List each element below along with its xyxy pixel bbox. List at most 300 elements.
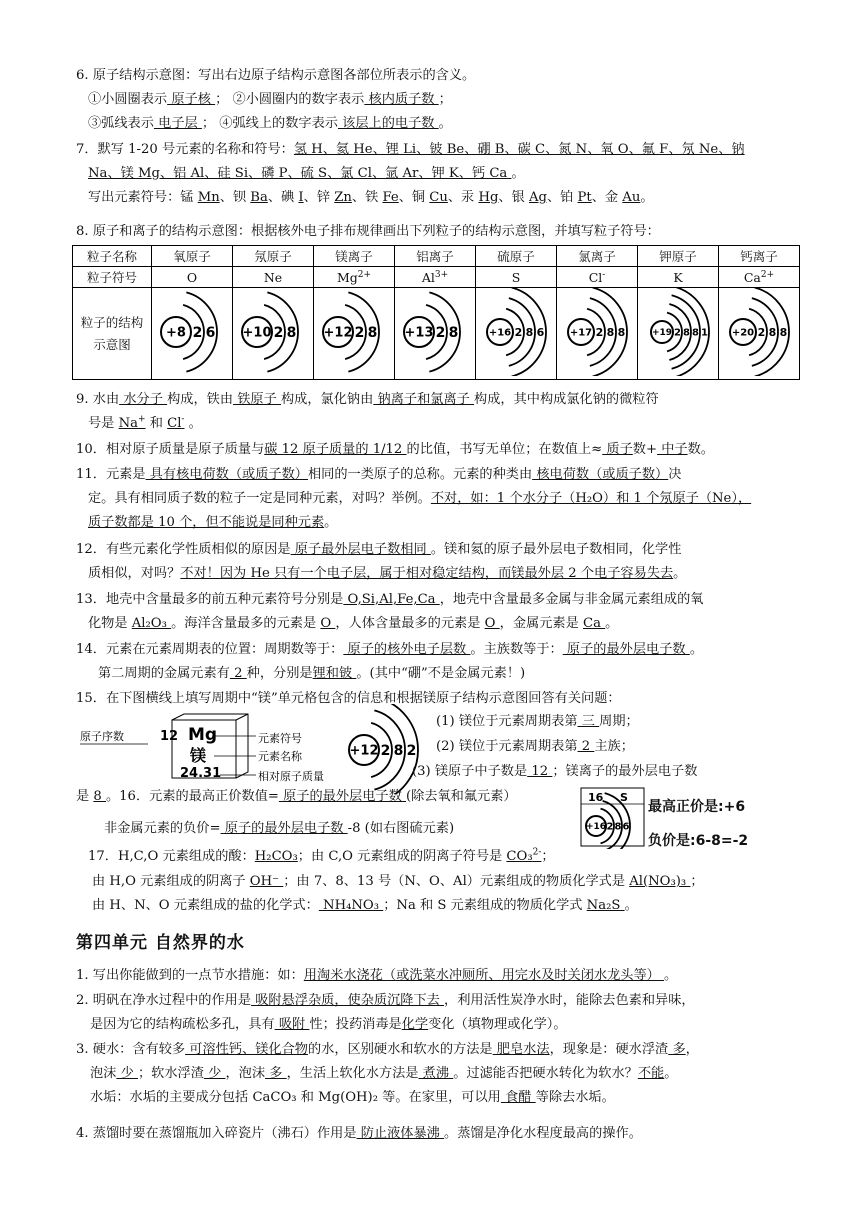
answer: 钠离子和氯离子 <box>373 392 475 407</box>
q6-label-c: ③弧线表示 <box>88 116 154 131</box>
answer: 多 <box>668 1042 686 1057</box>
label-atomic-number: 原子序数 <box>80 730 124 743</box>
answer: 用淘米水浇花（或洗菜水冲厕所、用完水及时关闭水龙头等） <box>303 968 665 983</box>
symbol: Na <box>118 416 138 431</box>
sulfur-max-valence: 最高正价是:+6 <box>648 799 746 815</box>
text: ，金属元素是 <box>499 616 583 631</box>
text: 性；投药消毒是 <box>309 1017 402 1032</box>
shell-electron-count: 2 <box>380 742 391 759</box>
atom-diagram-cell <box>476 288 557 380</box>
atom-diagram <box>152 288 232 376</box>
formula: CO₃ <box>506 849 533 864</box>
charge: 2- <box>532 847 542 858</box>
shell-electron-count: 8 <box>617 325 626 339</box>
text: 等除去水垢。 <box>535 1090 615 1105</box>
text: 。主族数等于： <box>470 642 563 657</box>
shell-electron-count: 8 <box>286 324 297 341</box>
shell-electron-count: 2 <box>606 821 614 833</box>
label-name: 元素名称 <box>258 750 302 763</box>
text: 。镁和氦的原子最外层电子数相同，化学性 <box>430 542 682 557</box>
answer: 具有核电荷数（或质子数） <box>145 467 308 482</box>
q17-line1 <box>88 847 800 866</box>
cell-symbol: Mg <box>188 725 218 745</box>
sulfur-number: 16 <box>588 791 604 804</box>
text: 构成，氯化钠由 <box>281 392 374 407</box>
q8-title: 8. 原子和离子的结构示意图：根据核外电子排布规律画出下列粒子的结构示意图，并填写粒子符号： <box>76 224 660 239</box>
particle-symbol <box>719 267 800 288</box>
text: 。 <box>673 566 687 581</box>
text: ；由 7、8、13 号（N、O、Al）元素组成的物质化学式是 <box>283 874 630 889</box>
text: ，现象是：硬水浮渣 <box>549 1042 669 1057</box>
text: 。 <box>640 190 654 205</box>
shell-electron-count: 1 <box>701 327 708 339</box>
q6-line3 <box>88 114 800 133</box>
particle-symbol <box>395 267 476 288</box>
text: 。 <box>624 898 638 913</box>
text: 由 H,O 元素组成的阴离子 <box>92 874 250 889</box>
text: ； <box>541 849 555 864</box>
sulfur-box <box>580 787 650 849</box>
text: 。 <box>664 968 678 983</box>
nucleus-charge: +16 <box>585 822 607 833</box>
answer: Ba <box>250 190 268 205</box>
q15-title: 15．在下图横线上填写周期中“镁”单元格包含的信息和根据镁原子结构示意图回答有关问题： <box>76 691 621 706</box>
text: 种，分别是 <box>246 666 313 681</box>
shell-electron-count: 8 <box>768 325 777 339</box>
charge: - <box>602 269 606 280</box>
nucleus-charge: +16 <box>488 327 512 339</box>
text: 。蒸馏是净化水程度最高的操作。 <box>444 1126 642 1141</box>
text: 。 <box>664 1066 678 1081</box>
particle-diagram-row <box>73 288 800 380</box>
text: 11．元素是 <box>76 467 146 482</box>
sulfur-symbol: S <box>620 791 628 804</box>
text: 定。具有相同质子数的粒子一定是同种元素，对吗？举例。 <box>88 491 431 506</box>
answer: O,Si,Al,Fe,Ca <box>343 592 440 607</box>
answer: 原子最外层电子数相同 <box>290 542 431 557</box>
q6-label-a: ①小圆圈表示 <box>88 92 168 107</box>
answer: 核电荷数（或质子数） <box>532 467 669 482</box>
text: 、铂 <box>546 190 578 205</box>
answer: 少 <box>116 1066 138 1081</box>
text: 质相似，对吗？ <box>88 566 181 581</box>
symbol: Mg <box>336 269 358 285</box>
u4-item1 <box>76 966 800 985</box>
text: 10．相对原子质量是原子质量与 <box>76 442 265 457</box>
charge: - <box>181 414 185 425</box>
text: 和 <box>145 416 168 431</box>
answer: O <box>320 616 336 631</box>
particle-name: 镁离子 <box>314 246 395 267</box>
text: (1) 镁位于元素周期表第 <box>436 714 578 729</box>
answer: Pt <box>577 190 592 205</box>
row-head-diagram: 粒子的结构示意图 <box>73 288 152 380</box>
answer: 吸附 <box>274 1017 310 1032</box>
text: 、碘 <box>267 190 299 205</box>
q13-line2 <box>88 614 800 633</box>
punct: ； <box>438 92 452 107</box>
q14-line2 <box>98 664 800 683</box>
q6-answer-d: 该层上的电子数 <box>337 116 439 131</box>
text: 1. 写出你能做到的一点节水措施：如： <box>76 968 304 983</box>
answer: 8 <box>93 789 106 804</box>
q6-answer-c: 电子层 <box>153 116 202 131</box>
text: 、银 <box>498 190 529 205</box>
shell-electron-count: 2 <box>514 325 523 339</box>
text: 变化（填物理或化学）。 <box>428 1017 567 1032</box>
text: 数+ <box>632 442 658 457</box>
text: ，泡沫 <box>225 1066 266 1081</box>
answer: 可溶性钙、镁化合物 <box>185 1042 308 1057</box>
text: 9. 水由 <box>76 392 120 407</box>
answer: 不对！因为 He 只有一个电子层，属于相对稳定结构，而镁最外层 2 个电子容易失去 <box>180 566 674 581</box>
text: ，人体含量最多的元素是 <box>335 616 485 631</box>
symbol: O <box>186 269 198 285</box>
q7-line1 <box>76 140 800 159</box>
cell-edge <box>236 714 248 720</box>
text: 12．有些元素化学性质相似的原因是 <box>76 542 291 557</box>
answer: Na₂S <box>586 898 625 913</box>
answer: 2 <box>577 739 595 754</box>
text: 14．元素在元素周期表的位置：周期数等于： <box>76 642 344 657</box>
q14-line1 <box>76 640 800 659</box>
text: 数。 <box>687 442 714 457</box>
text: 是 <box>76 789 94 804</box>
text: 决 <box>668 467 682 482</box>
atom-diagram <box>476 288 556 376</box>
answer: 不能 <box>637 1066 665 1081</box>
answer: Mn <box>197 190 220 205</box>
text: ；由 C,O 元素组成的阴离子符号是 <box>297 849 507 864</box>
text: 主族； <box>594 739 634 754</box>
answer: Ag <box>528 190 547 205</box>
nucleus-charge: +10 <box>242 325 272 341</box>
sulfur-neg-valence: 负价是:6-8=-2 <box>648 833 749 849</box>
atom-diagram-cell <box>395 288 476 380</box>
answer: 质子 <box>602 442 633 457</box>
particle-symbol <box>233 267 314 288</box>
q10 <box>76 440 800 459</box>
shell-electron-count: 8 <box>683 327 690 339</box>
label-symbol: 元素符号 <box>258 732 302 745</box>
text: 号是 <box>88 416 119 431</box>
atom-diagram <box>557 288 637 376</box>
shell-electron-count: 8 <box>367 324 378 341</box>
answer: H₂CO₃ <box>254 849 298 864</box>
particle-symbol <box>557 267 638 288</box>
answer: 原子的最外层电子数 <box>220 821 348 836</box>
punct: 。 <box>438 116 452 131</box>
particle-name: 氖原子 <box>233 246 314 267</box>
q6-line2 <box>88 90 800 109</box>
answer: 质子数都是 10 个，但不能说是同种元素 <box>88 515 325 530</box>
nucleus-charge: +19 <box>651 328 673 339</box>
cell-mass: 24.31 <box>180 766 222 781</box>
atom-diagram <box>233 288 313 376</box>
particle-name: 硫原子 <box>476 246 557 267</box>
answer: Al(NO₃)₃ <box>629 874 691 889</box>
text: 。过滤能否把硬水转化为软水？ <box>453 1066 638 1081</box>
charge: 2+ <box>357 269 372 280</box>
u4-item3-line3 <box>90 1088 800 1107</box>
shell-electron-count: 6 <box>622 821 630 833</box>
text: 、铜 <box>398 190 430 205</box>
symbol: Cl <box>588 269 603 285</box>
answer: 原子的最外层电子数 <box>562 642 690 657</box>
text: 写出元素符号：锰 <box>88 190 198 205</box>
answer: Fe <box>382 190 399 205</box>
text: 的比值，书写无单位；在数值上≈ <box>406 442 603 457</box>
text: 。 <box>324 515 338 530</box>
text: ； <box>690 874 704 889</box>
q11-line1 <box>76 465 800 484</box>
q6-label-d: ； ④弧线上的数字表示 <box>201 116 338 131</box>
text: (3) 镁原子中子数是 <box>412 764 528 779</box>
text: 、铁 <box>351 190 383 205</box>
unit-title: 第四单元 自然界的水 <box>76 933 245 953</box>
shell-electron-count: 2 <box>674 327 681 339</box>
symbol: K <box>673 269 683 285</box>
answer: 12 <box>527 764 553 779</box>
answer: I <box>298 190 304 205</box>
charge: + <box>137 414 146 425</box>
text: 、锌 <box>303 190 335 205</box>
text: 。(其中“硼”不是金属元素！) <box>356 666 526 681</box>
text: 17．H,C,O 元素组成的酸： <box>88 849 255 864</box>
symbol: Ne <box>263 269 283 285</box>
answer: 煮沸 <box>418 1066 454 1081</box>
shell-electron-count: 2 <box>435 324 446 341</box>
shell-electron-count: 6 <box>536 325 545 339</box>
mg-periodic-cell <box>80 712 380 790</box>
text: 相同的一类原子的总称。元素的种类由 <box>307 467 533 482</box>
text: (除去氧和氟元素） <box>405 789 517 804</box>
answer: 吸附悬浮杂质，使杂质沉降下去 <box>251 993 445 1008</box>
text: 、钡 <box>219 190 251 205</box>
particle-name: 氯离子 <box>557 246 638 267</box>
shell-electron-count: 8 <box>393 742 404 759</box>
nucleus-charge: +12 <box>323 325 353 341</box>
nucleus-charge: +13 <box>404 325 434 341</box>
particle-symbol <box>638 267 719 288</box>
text: 是因为它的结构疏松多孔，具有 <box>90 1017 275 1032</box>
shell-electron-count: 2 <box>406 742 417 759</box>
nucleus-charge: +20 <box>731 327 755 339</box>
shell-electron-count: 2 <box>757 325 766 339</box>
answer: 锂和铍 <box>312 666 357 681</box>
atom-diagram <box>395 288 475 376</box>
answer <box>119 416 146 431</box>
label-mass: 相对原子质量 <box>258 770 324 783</box>
text: 泡沫 <box>90 1066 117 1081</box>
particle-symbol <box>476 267 557 288</box>
answer: 肥皂水法 <box>492 1042 550 1057</box>
particle-name: 钙离子 <box>719 246 800 267</box>
text: ，地壳中含量最多金属与非金属元素组成的氧 <box>439 592 704 607</box>
answer: Ca <box>582 616 606 631</box>
q17-line3 <box>92 896 800 915</box>
text: (2) 镁位于元素周期表第 <box>436 739 578 754</box>
row-head-name: 粒子名称 <box>73 246 152 267</box>
nucleus-charge: +8 <box>166 325 186 341</box>
q6-answer-a: 原子核 <box>167 92 216 107</box>
answer: Cu <box>429 190 448 205</box>
q15-q3 <box>412 762 800 781</box>
answer <box>506 849 541 864</box>
particle-name: 氧原子 <box>152 246 233 267</box>
text: -8 (如右图硫元素) <box>347 821 455 836</box>
row-head-symbol: 粒子符号 <box>73 267 152 288</box>
atom-diagram-cell <box>314 288 395 380</box>
answer: Au <box>622 190 641 205</box>
q7-line3 <box>88 188 800 207</box>
q7-prompt: 7．默写 1-20 号元素的名称和符号： <box>76 142 294 157</box>
text: 的水，区别硬水和软水的方法是 <box>307 1042 493 1057</box>
q9-line1 <box>76 390 800 409</box>
shell-electron-count: 2 <box>273 324 284 341</box>
text: 13．地壳中含量最多的前五种元素符号分别是 <box>76 592 344 607</box>
q7-line2 <box>88 164 800 183</box>
answer: 多 <box>265 1066 287 1081</box>
answer: 三 <box>577 714 600 729</box>
text: ， <box>685 1042 699 1057</box>
shell-electron-count: 6 <box>205 324 216 341</box>
punct: 。 <box>511 166 525 181</box>
atom-diagram <box>314 288 394 376</box>
answer: Al₂O₃ <box>131 616 172 631</box>
answer: 化学 <box>401 1017 429 1032</box>
answer: Zn <box>334 190 352 205</box>
answer: OH⁻ <box>249 874 284 889</box>
text: 4. 蒸馏时要在蒸馏瓶加入碎瓷片（沸石）作用是 <box>76 1126 357 1141</box>
text: 构成，铁由 <box>167 392 234 407</box>
atom-diagram-cell <box>638 288 719 380</box>
answer: NH₄NO₃ <box>318 898 384 913</box>
u4-item2-line2 <box>90 1015 800 1034</box>
text: 3. 硬水：含有较多 <box>76 1042 186 1057</box>
q9-line2 <box>88 414 800 433</box>
text: 周期； <box>599 714 639 729</box>
answer: 少 <box>203 1066 226 1081</box>
symbol: S <box>511 269 521 285</box>
particle-table <box>72 245 800 380</box>
answer: O <box>484 616 500 631</box>
text: 构成，其中构成氯化钠的微粒符 <box>474 392 659 407</box>
answer: 中子 <box>657 442 688 457</box>
q6-label-b: ； ②小圆圈内的数字表示 <box>215 92 365 107</box>
answer: 原子的核外电子层数 <box>343 642 471 657</box>
text: ；镁离子的最外层电子数 <box>552 764 698 779</box>
shell-electron-count: 8 <box>692 327 699 339</box>
q15-q2 <box>436 737 800 756</box>
text: 第二周期的金属元素有 <box>98 666 230 681</box>
q7-answer-2: Na、镁 Mg、铝 Al、硅 Si、磷 P、硫 S、氯 Cl、氩 Ar、钾 K、钙 Ca <box>88 166 512 181</box>
nucleus-charge: +17 <box>569 327 593 339</box>
shell-electron-count: 2 <box>192 324 203 341</box>
u4-item2-line1 <box>76 991 800 1010</box>
q15-q1 <box>436 712 800 731</box>
particle-symbol <box>314 267 395 288</box>
shell-electron-count: 8 <box>606 325 615 339</box>
atom-diagram-cell <box>152 288 233 380</box>
charge: 3+ <box>434 269 449 280</box>
text: 。 <box>689 642 703 657</box>
symbol: Cl <box>167 416 182 431</box>
q6-answer-b: 核内质子数 <box>364 92 439 107</box>
atom-diagram <box>719 288 799 376</box>
answer: 水分子 <box>119 392 168 407</box>
atom-diagram-cell <box>557 288 638 380</box>
answer: 铁原子 <box>233 392 281 407</box>
answer: 碳 12 原子质量的 1/12 <box>264 442 407 457</box>
q7-answer-1: 氢 H、氦 He、锂 Li、铍 Be、硼 B、碳 C、氮 N、氧 O、氟 F、氖 Ne、钠 <box>293 142 745 157</box>
shell-electron-count: 8 <box>614 821 622 833</box>
shell-electron-count: 8 <box>525 325 534 339</box>
charge: 2+ <box>760 269 775 280</box>
text: ，利用活性炭净水时，能除去色素和异味， <box>444 993 695 1008</box>
cell-name: 镁 <box>190 746 207 765</box>
text: 、金 <box>591 190 623 205</box>
text: ，生活上软化水方法是 <box>286 1066 419 1081</box>
shell-electron-count: 8 <box>448 324 459 341</box>
symbol: Al <box>421 269 435 285</box>
text: 、汞 <box>447 190 479 205</box>
u4-item3-line1 <box>76 1040 800 1059</box>
text: 非金属元素的负价= <box>104 821 221 836</box>
text: 由 H、N、O 元素组成的盐的化学式： <box>92 898 319 913</box>
u4-item4 <box>76 1124 800 1143</box>
q12-line2 <box>88 564 800 583</box>
atom-diagram-cell <box>233 288 314 380</box>
answer: 防止液体暴沸 <box>356 1126 445 1141</box>
answer: 2 <box>229 666 247 681</box>
nucleus-charge: +12 <box>349 743 379 759</box>
particle-name: 铝离子 <box>395 246 476 267</box>
text: 化物是 <box>88 616 132 631</box>
atom-diagram <box>638 288 718 376</box>
text: 2. 明矾在净水过程中的作用是 <box>76 993 252 1008</box>
particle-symbol-row <box>73 267 800 288</box>
particle-symbol <box>152 267 233 288</box>
q12-line1 <box>76 540 800 559</box>
particle-name: 钾原子 <box>638 246 719 267</box>
text: ；Na 和 S 元素组成的物质化学式 <box>383 898 587 913</box>
cell-atomic-number: 12 <box>160 729 179 744</box>
particle-name-row <box>73 246 800 267</box>
text: 。海洋含量最多的元素是 <box>171 616 321 631</box>
symbol: Ca <box>743 269 761 285</box>
atom-diagram-cell <box>719 288 800 380</box>
q11-line2 <box>88 489 800 508</box>
answer: 原子的最外层电子数 <box>278 789 406 804</box>
text: 。 <box>184 416 202 431</box>
answer: Hg <box>478 190 499 205</box>
u4-item3-line2 <box>90 1064 800 1083</box>
sulfur-figure <box>580 787 650 853</box>
q17-line2 <box>92 872 800 891</box>
q6-title: 6. 原子结构示意图：写出右边原子结构示意图各部位所表示的含义。 <box>76 68 476 83</box>
text: 。16．元素的最高正价数值= <box>105 789 279 804</box>
shell-electron-count: 8 <box>779 325 788 339</box>
answer <box>167 416 184 431</box>
text: 水垢：水垢的主要成分包括 CaCO₃ 和 Mg(OH)₂ 等。在家里，可以用 <box>90 1090 501 1105</box>
q11-line3 <box>88 513 800 532</box>
text: ；软水浮渣 <box>137 1066 204 1081</box>
q13-line1 <box>76 590 800 609</box>
shell-electron-count: 2 <box>354 324 365 341</box>
answer: 不对，如：1 个水分子（H₂O）和 1 个氖原子（Ne）， <box>430 491 752 506</box>
shell-electron-count: 2 <box>595 325 604 339</box>
